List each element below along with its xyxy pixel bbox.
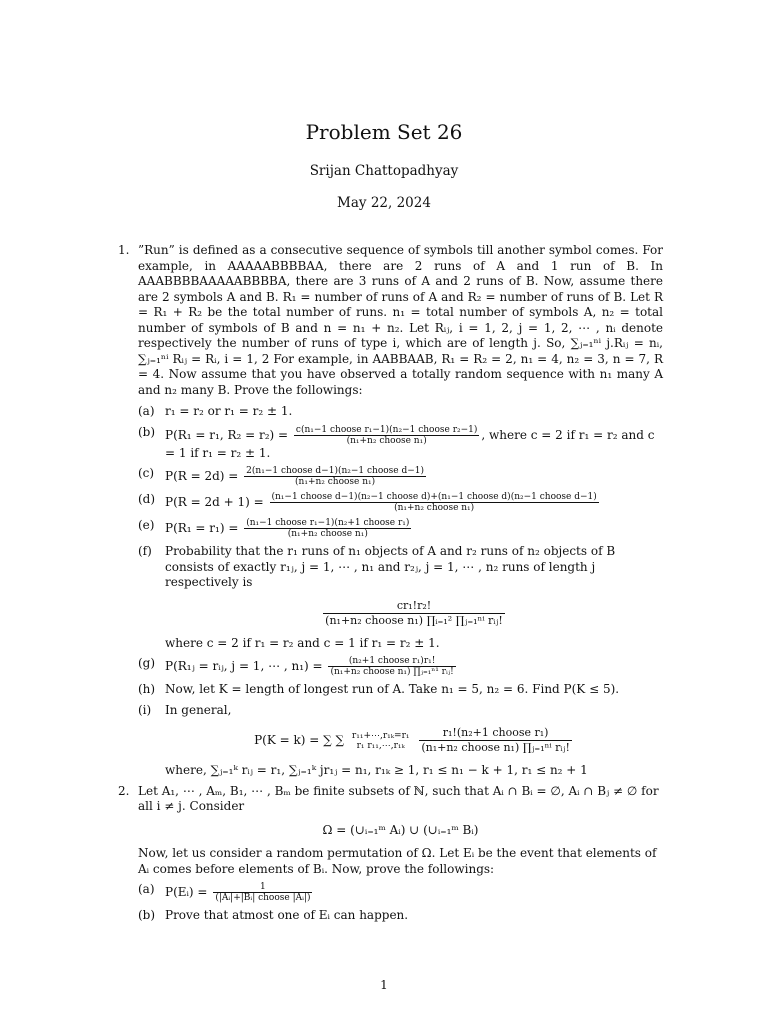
- fraction: [244, 466, 426, 487]
- numerator: c(n₁−1 choose r₁−1)(n₂−1 choose r₂−1): [295, 424, 478, 435]
- part-label: (h): [138, 682, 156, 696]
- part-label: (a): [138, 882, 155, 896]
- part-label: (c): [138, 466, 155, 480]
- denominator: (n₁+n₂ choose n₁): [287, 529, 368, 539]
- part-f: [138, 544, 663, 651]
- formula-lhs: P(R₁ = r₁, R₂ = r₂) =: [165, 427, 289, 442]
- fraction: [270, 492, 599, 513]
- part-label: (a): [138, 404, 155, 418]
- part-b: [138, 908, 663, 924]
- formula-tail: , where c = 2 if r₁ = r₂ and c = 1 if r₁ = r₂ ± 1.: [165, 427, 655, 460]
- formula-lhs: P(R = 2d + 1) =: [165, 495, 264, 509]
- problem-intro: Let A₁, ⋯ , Aₘ, B₁, ⋯ , Bₘ be finite subsets of ℕ, such that Aᵢ ∩ Bᵢ = ∅, Aᵢ ∩ Bⱼ ≠ ∅ for all i ≠ j. Consider: [138, 783, 659, 813]
- part-label: (b): [138, 424, 156, 439]
- page-number: 1: [380, 978, 388, 992]
- part-i: [138, 703, 663, 779]
- part-a: [138, 882, 663, 903]
- formula-lhs: P(K = k) = ∑ ∑: [254, 733, 345, 747]
- part-text: r₁ = r₂ or r₁ = r₂ ± 1.: [165, 404, 293, 418]
- denominator: (n₁+n₂ choose n₁) ∏ⱼ₌₁ⁿ¹ rᵢⱼ!: [330, 667, 454, 677]
- part-c: [138, 466, 663, 487]
- document-date: May 22, 2024: [337, 195, 431, 211]
- part-label: (i): [138, 702, 152, 717]
- numerator: (n₂+1 choose r₁)r₁!: [328, 656, 455, 667]
- part-a: [138, 404, 663, 420]
- part-note: where c = 2 if r₁ = r₂ and c = 1 if r₁ = r₂ ± 1.: [165, 635, 440, 650]
- part-label: (d): [138, 492, 156, 506]
- document-author: Srijan Chattopadhyay: [309, 163, 459, 179]
- numerator: r₁!(n₂+1 choose r₁): [419, 726, 572, 741]
- part-h: [138, 682, 663, 698]
- part-label: (g): [138, 656, 156, 670]
- fraction: [419, 726, 572, 755]
- summation-limits: [350, 731, 412, 751]
- formula-lhs: P(R = 2d) =: [165, 469, 239, 483]
- part-text: Prove that atmost one of Eᵢ can happen.: [165, 908, 409, 922]
- numerator: (n₁−1 choose r₁−1)(n₂+1 choose r₁): [246, 518, 410, 528]
- denominator: (n₁+n₂ choose n₁): [346, 435, 427, 446]
- fraction: [244, 518, 411, 539]
- denominator: (n₁+n₂ choose n₁) ∏ⱼ₌₁ⁿⁱ rᵢⱼ!: [421, 741, 570, 754]
- formula-lhs: P(R₁ = r₁) =: [165, 521, 239, 535]
- display-formula: [165, 599, 663, 628]
- problem-text: Now, let us consider a random permutation of Ω. Let Eᵢ be the event that elements of Aᵢ comes before elements of Bᵢ. Now, prove the followings:: [138, 846, 657, 876]
- part-d: [138, 492, 663, 513]
- part-label: (e): [138, 518, 155, 532]
- part-label: (b): [138, 908, 156, 922]
- fraction: [323, 599, 505, 628]
- part-text: Now, let K = length of longest run of A. Take n₁ = 5, n₂ = 6. Find P(K ≤ 5).: [165, 682, 620, 696]
- display-formula: [165, 726, 663, 755]
- fraction: [328, 656, 455, 677]
- part-g: [138, 656, 663, 677]
- part-conditions: where, ∑ⱼ₌₁ᵏ rᵢⱼ = r₁, ∑ⱼ₌₁ᵏ jr₁ⱼ = n₁, r₁ₖ ≥ 1, r₁ ≤ n₁ − k + 1, r₁ ≤ n₂ + 1: [165, 763, 588, 777]
- sum-upper: r₁₁+⋯,r₁ₖ=r₁: [351, 730, 410, 741]
- denominator: (n₁+n₂ choose n₁): [394, 503, 475, 513]
- part-text: Probability that the r₁ runs of n₁ objects of A and r₂ runs of n₂ objects of B consists of exactly r₁ⱼ, j = 1, ⋯ , n₁ and r₂ⱼ, j = 1, ⋯ , n₂ runs of length j respectively is: [165, 544, 616, 589]
- formula-lhs: P(R₁ⱼ = rᵢⱼ, j = 1, ⋯ , n₁) =: [165, 659, 323, 673]
- denominator: (n₁+n₂ choose n₁): [295, 477, 376, 487]
- problem-intro: ”Run” is defined as a consecutive sequence of symbols till another symbol comes. For example, in AAAAABBBBAA, there are 2 runs of A and 1 run of B. In AAABBBBAAAAABBBBA, there are 3 runs of A and 2 runs of B. Now, assume there are 2 symbols A and B. R₁ = number of runs of A and R₂ = number of runs of B. Let R = R₁ + R₂ be the total number of runs. n₁ = total number of symbols A, n₂ = total number of symbols of B and n = n₁ + n₂. Let Rᵢⱼ, i = 1, 2, j = 1, 2, ⋯ , nᵢ denote respectively the number of runs of type i, which are of length j. So, ∑ⱼ₌₁ⁿⁱ j.Rᵢⱼ = nᵢ, ∑ⱼ₌₁ⁿⁱ Rᵢⱼ = Rᵢ, i = 1, 2 For example, in AABBAAB, R₁ = R₂ = 2, n₁ = 4, n₂ = 3, n = 7, R = 4. Now assume that you have observed a totally random sequence with n₁ many A and n₂ many B. Prove the followings:: [138, 243, 663, 397]
- fraction: [294, 425, 479, 446]
- denominator: (|Aᵢ|+|Bᵢ| choose |Aᵢ|): [215, 893, 311, 903]
- problem-1: [118, 243, 663, 779]
- document-title: Problem Set 26: [305, 120, 463, 144]
- numerator: (n₁−1 choose d−1)(n₂−1 choose d)+(n₁−1 choose d)(n₂−1 choose d−1): [271, 492, 597, 502]
- problem-2: [118, 784, 663, 924]
- problem-list: [118, 243, 663, 929]
- display-formula: Ω = (∪ᵢ₌₁ᵐ Aᵢ) ∪ (∪ᵢ₌₁ᵐ Bᵢ): [322, 822, 479, 837]
- part-b: [138, 425, 663, 462]
- part-e: [138, 518, 663, 539]
- problem-number: 1.: [118, 243, 130, 257]
- numerator: 2(n₁−1 choose d−1)(n₂−1 choose d−1): [246, 466, 425, 476]
- part-label: (f): [138, 544, 152, 558]
- problem-number: 2.: [118, 783, 130, 798]
- sum-lower: r₁ r₁₁,⋯,r₁ₖ: [356, 740, 405, 751]
- part-text: In general,: [165, 702, 232, 717]
- fraction: [213, 882, 312, 903]
- numerator: 1: [213, 882, 312, 893]
- formula-lhs: P(Eᵢ) =: [165, 885, 208, 899]
- denominator: (n₁+n₂ choose n₁) ∏ᵢ₌₁² ∏ⱼ₌₁ⁿⁱ rᵢⱼ!: [325, 613, 503, 627]
- numerator: cr₁!r₂!: [323, 599, 505, 614]
